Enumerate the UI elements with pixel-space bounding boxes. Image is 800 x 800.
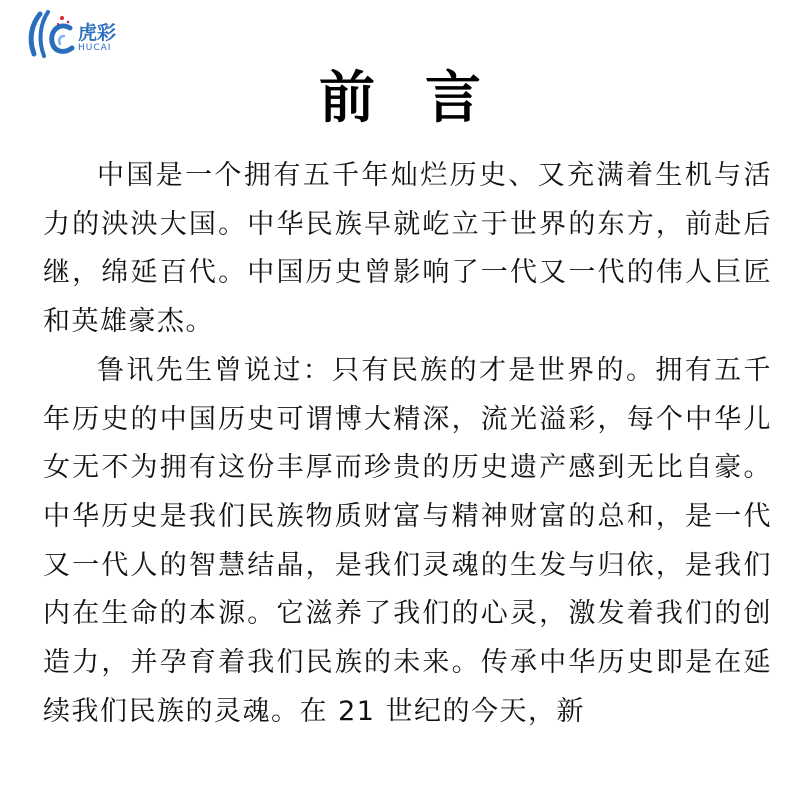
page-title: 前言 <box>319 66 531 131</box>
paragraph-2: 鲁讯先生曾说过：只有民族的才是世界的。拥有五千年历史的中国历史可谓博大精深，流光溢彩，每个中华儿女无不为拥有这份丰厚而珍贵的历史遗产感到无比自豪。中华历史是我们民族物质财富与精神财富的总和，是一代又一代人的智慧结晶，是我们灵魂的生发与归依，是我们内在生命的本源。它滋养了我们的心灵，激发着我们的创造力，并孕育着我们民族的未来。传承中华历史即是在延续我们民族的灵魂。在 21 世纪的今天，新 <box>43 354 772 727</box>
logo-name-cn: 虎彩 <box>78 22 117 44</box>
hucai-logo <box>22 6 132 62</box>
paragraph-1: 中国是一个拥有五千年灿烂历史、又充满着生机与活力的泱泱大国。中华民族早就屹立于世界的东方，前赴后继，绵延百代。中国历史曾影响了一代又一代的伟人巨匠和英雄豪杰。 <box>43 160 772 338</box>
logo-name-en: HUCAI <box>78 43 112 53</box>
hucai-logo-mark-icon <box>22 6 78 62</box>
document-body <box>43 152 772 736</box>
